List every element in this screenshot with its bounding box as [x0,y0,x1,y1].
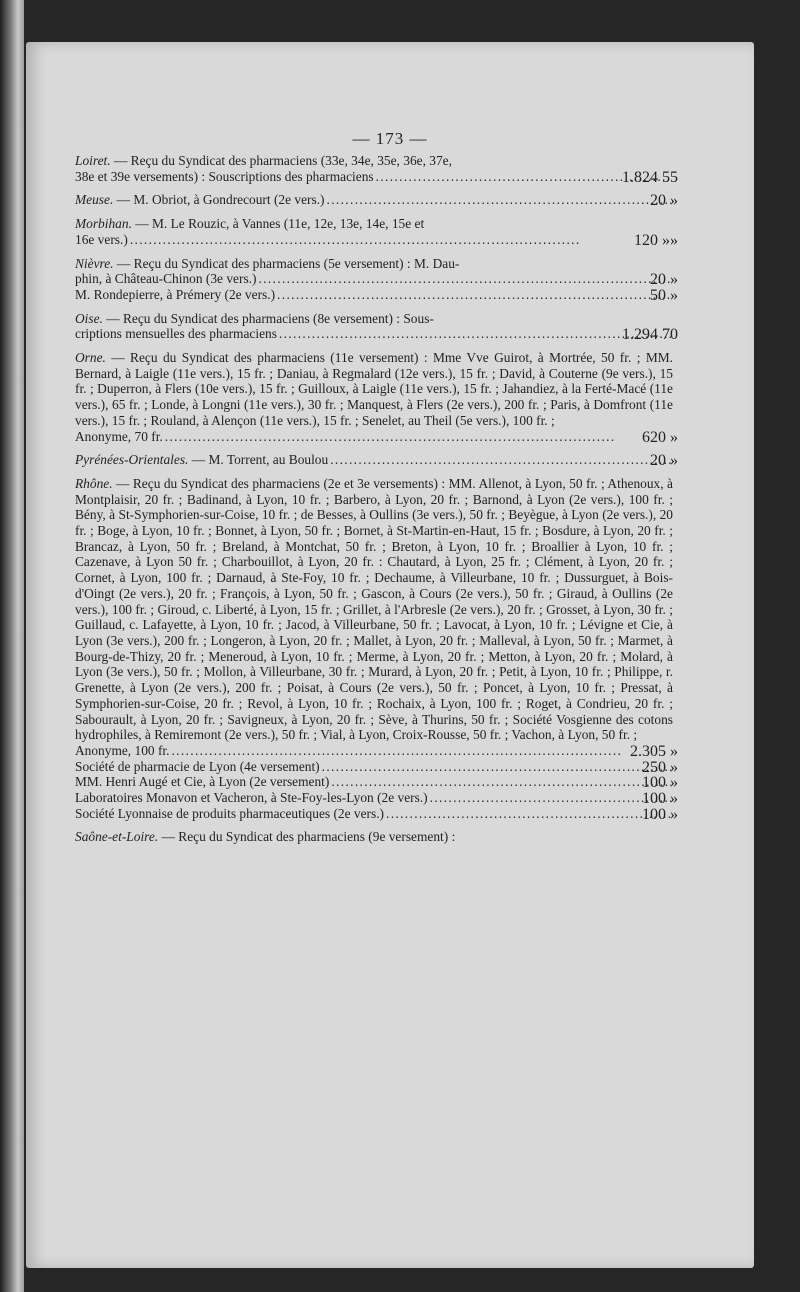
amount: 2.305 » [630,742,678,760]
amount: 1.824 55 [622,168,678,186]
entry-last-line: 38e et 39e versements) : Souscriptions des pharmaciens [75,168,374,184]
amount: 20 » [650,452,678,470]
amount: 620 » [642,428,678,446]
entry-last-line: M. Rondepierre, à Prémery (2e vers.) [75,286,276,302]
entry-text: — M. Le Rouzic, à Vannes (11e, 12e, 13e, 14e, 15e et [131,216,425,232]
dept-name: Nièvre. [75,255,114,271]
entry-text: — Reçu du Syndicat des pharmaciens (33e, 34e, 35e, 36e, 37e, [110,153,452,168]
entry-text: — Reçu du Syndicat des pharmaciens (11e versement) : Mme Vve Guirot, à Mortrée, 50 fr. ; MM. Bernard, à Laigle (11e vers.), 15 fr. ; Daniau, à Regmalard (12e vers.), 15 fr. ; David, à Couterne (9e vers.), 15 fr. ; Duperron, à Flers (10e vers.), 15 fr. ; Guilloux, à Laigle (11e vers.), 15 fr. ; Jahandiez, à la Ferté-Macé (11e vers.), 65 fr. ; Londe, à Longni (11e vers.), 30 fr. ; Manquest, à Flers (2e vers.), 200 fr. ; Paris, à Domfront (11e vers.), 15 fr. ; Rouland, à Alençon (11e vers.), 15 fr. ; Senelet, au Theil (5e vers.), 100 fr. ; [75,350,673,428]
entry-last-line: — M. Torrent, au Boulou [188,452,329,468]
entry-last-line: 16e vers.) [75,231,128,247]
entry-last-line: — M. Obriot, à Gondrecourt (2e vers.) [113,192,325,208]
entry-last-line: — Reçu du Syndicat des pharmaciens (9e versement) : [158,829,456,845]
dept-name: Loiret. [75,153,111,168]
entry-last-line: criptions mensuelles des pharmaciens [75,326,277,342]
amount: 100 » [642,790,678,808]
dept-name: Saône-et-Loire. [75,829,159,845]
entry-saone-et-loire [75,829,673,845]
entry-text: — Reçu du Syndicat des pharmaciens (5e versement) : M. Dau- [113,255,460,271]
amount: 250 » [642,758,678,776]
entry-last-line: Anonyme, 100 fr. [75,742,170,758]
dept-name: Meuse. [75,192,114,208]
amount: 50 » [650,286,678,304]
book-binding-edge [0,0,24,1292]
amount: 20 » [650,271,678,289]
page-number: — 173 — [352,129,428,148]
amount: 100 » [642,805,678,823]
entry-line: Société Lyonnaise de produits pharmaceutiques (2e vers.) [75,805,385,821]
entry-last-line: Anonyme, 70 fr. [75,428,163,444]
entry-text: — Reçu du Syndicat des pharmaciens (2e et 3e versements) : MM. Allenot, à Lyon, 50 fr. ; Athenoux, à Montplaisir, 20 fr. ; Badinand, à Lyon, 10 fr. ; Barbero, à Lyon, 20 fr. ; Barnond, à Lyon (2e vers.), 100 fr. ; Bény, à St-Symphorien-sur-Coise, 10 fr. ; de Besses, à Oullins (3e vers.), 50 fr. ; Beyègue, à Lyon (2e vers.), 20 fr. ; Boge, à Lyon, 10 fr. ; Bonnet, à Lyon, 50 fr. ; Bornet, à St-Martin-en-Haut, 15 fr. ; Bosdure, à Lyon, 20 fr. ; Brancaz, à Lyon, 50 fr. ; Breland, à Montchat, 50 fr. ; Breton, à Lyon, 10 fr. ; Broallier à Lyon, 10 fr. ; Cazenave, à Lyon 50 fr. ; Charbouillot, à Lyon, 20 fr. : Chautard, à Lyon, 25 fr. ; Clément, à Lyon, 20 fr. ; Cornet, à Lyon, 100 fr. ; Darnaud, à Ste-Foy, 10 fr. ; Dechaume, à Villeurbane, 10 fr. ; Dussurguet, à Bois-d'Oingt (2e vers.), 20 fr. ; François, à Lyon, 50 fr. ; Gascon, à Cours (2e vers.), 50 fr. ; Giraud, à Oullins (2e vers.), 100 fr. ; Giroud, c. Liberté, à Lyon, 15 fr. ; Grillet, à l'Arbresle (2e vers.), 20 fr. ; Grosset, à Lyon, 30 fr. ; Guillaud, c. Lafayette, à Lyon, 10 fr. ; Jacod, à Villeurbane, 50 fr. ; Lavocat, à Lyon, 10 fr. ; Lévigne et Cie, à Lyon (3e vers.), 200 fr. ; Longeron, à Lyon, 20 fr. ; Mallet, à Lyon, 20 fr. ; Malleval, à Lyon, 50 fr. ; Marmet, à Bourg-de-Thizy, 20 fr. ; Meneroud, à Lyon, 10 fr. ; Merme, à Lyon, 20 fr. ; Metton, à Lyon, 20 fr. ; Molard, à Lyon (3e vers.), 50 fr. ; Mollon, à Villeurbane, 30 fr. ; Murard, à Lyon, 20 fr. ; Petit, à Lyon, 10 fr. ; Philippe, r. Grenette, à Lyon (2e vers.), 200 fr. ; Poisat, à Cours (2e vers.), 50 fr. ; Poncet, à Lyon, 10 fr. ; Pressat, à Symphorien-sur-Coise, 20 fr. ; Revol, à Lyon, 10 fr. ; Rochaix, à Lyon, 100 fr. ; Roget, à Condrieu, 20 fr. ; Sabourault, à Lyon, 20 fr. ; Savigneux, à Lyon, 20 fr. ; Sève, à Thurins, 50 fr. ; Société Vosgienne des cotons hydrophiles, à Remiremont (2e vers.), 50 fr. ; Vial, à Lyon, Croix-Rousse, 50 fr. ; Vachon, à Lyon, 50 fr. ; [75,475,673,743]
entry-text: — Reçu du Syndicat des pharmaciens (8e versement) : Sous- [102,310,434,326]
dept-name: Morbihan. [75,216,132,232]
amount: 100 » [642,774,678,792]
dept-name: Pyrénées-Orientales. [75,452,189,468]
amount: 1.294 70 [622,326,678,344]
dept-name: Rhône. [75,475,113,491]
document-page [26,42,754,1268]
entry-line: Laboratoires Monavon et Vacheron, à Ste-Foy-les-Lyon (2e vers.) [75,790,428,806]
entry-line: phin, à Château-Chinon (3e vers.) [75,271,257,287]
dept-name: Oise. [75,310,103,326]
amount: 120 »» [634,231,678,249]
dept-name: Orne. [75,350,106,366]
entry-line: Société de pharmacie de Lyon (4e versement) [75,758,320,774]
entry-line: MM. Henri Augé et Cie, à Lyon (2e versement) [75,774,330,790]
amount: 20 » [650,192,678,210]
